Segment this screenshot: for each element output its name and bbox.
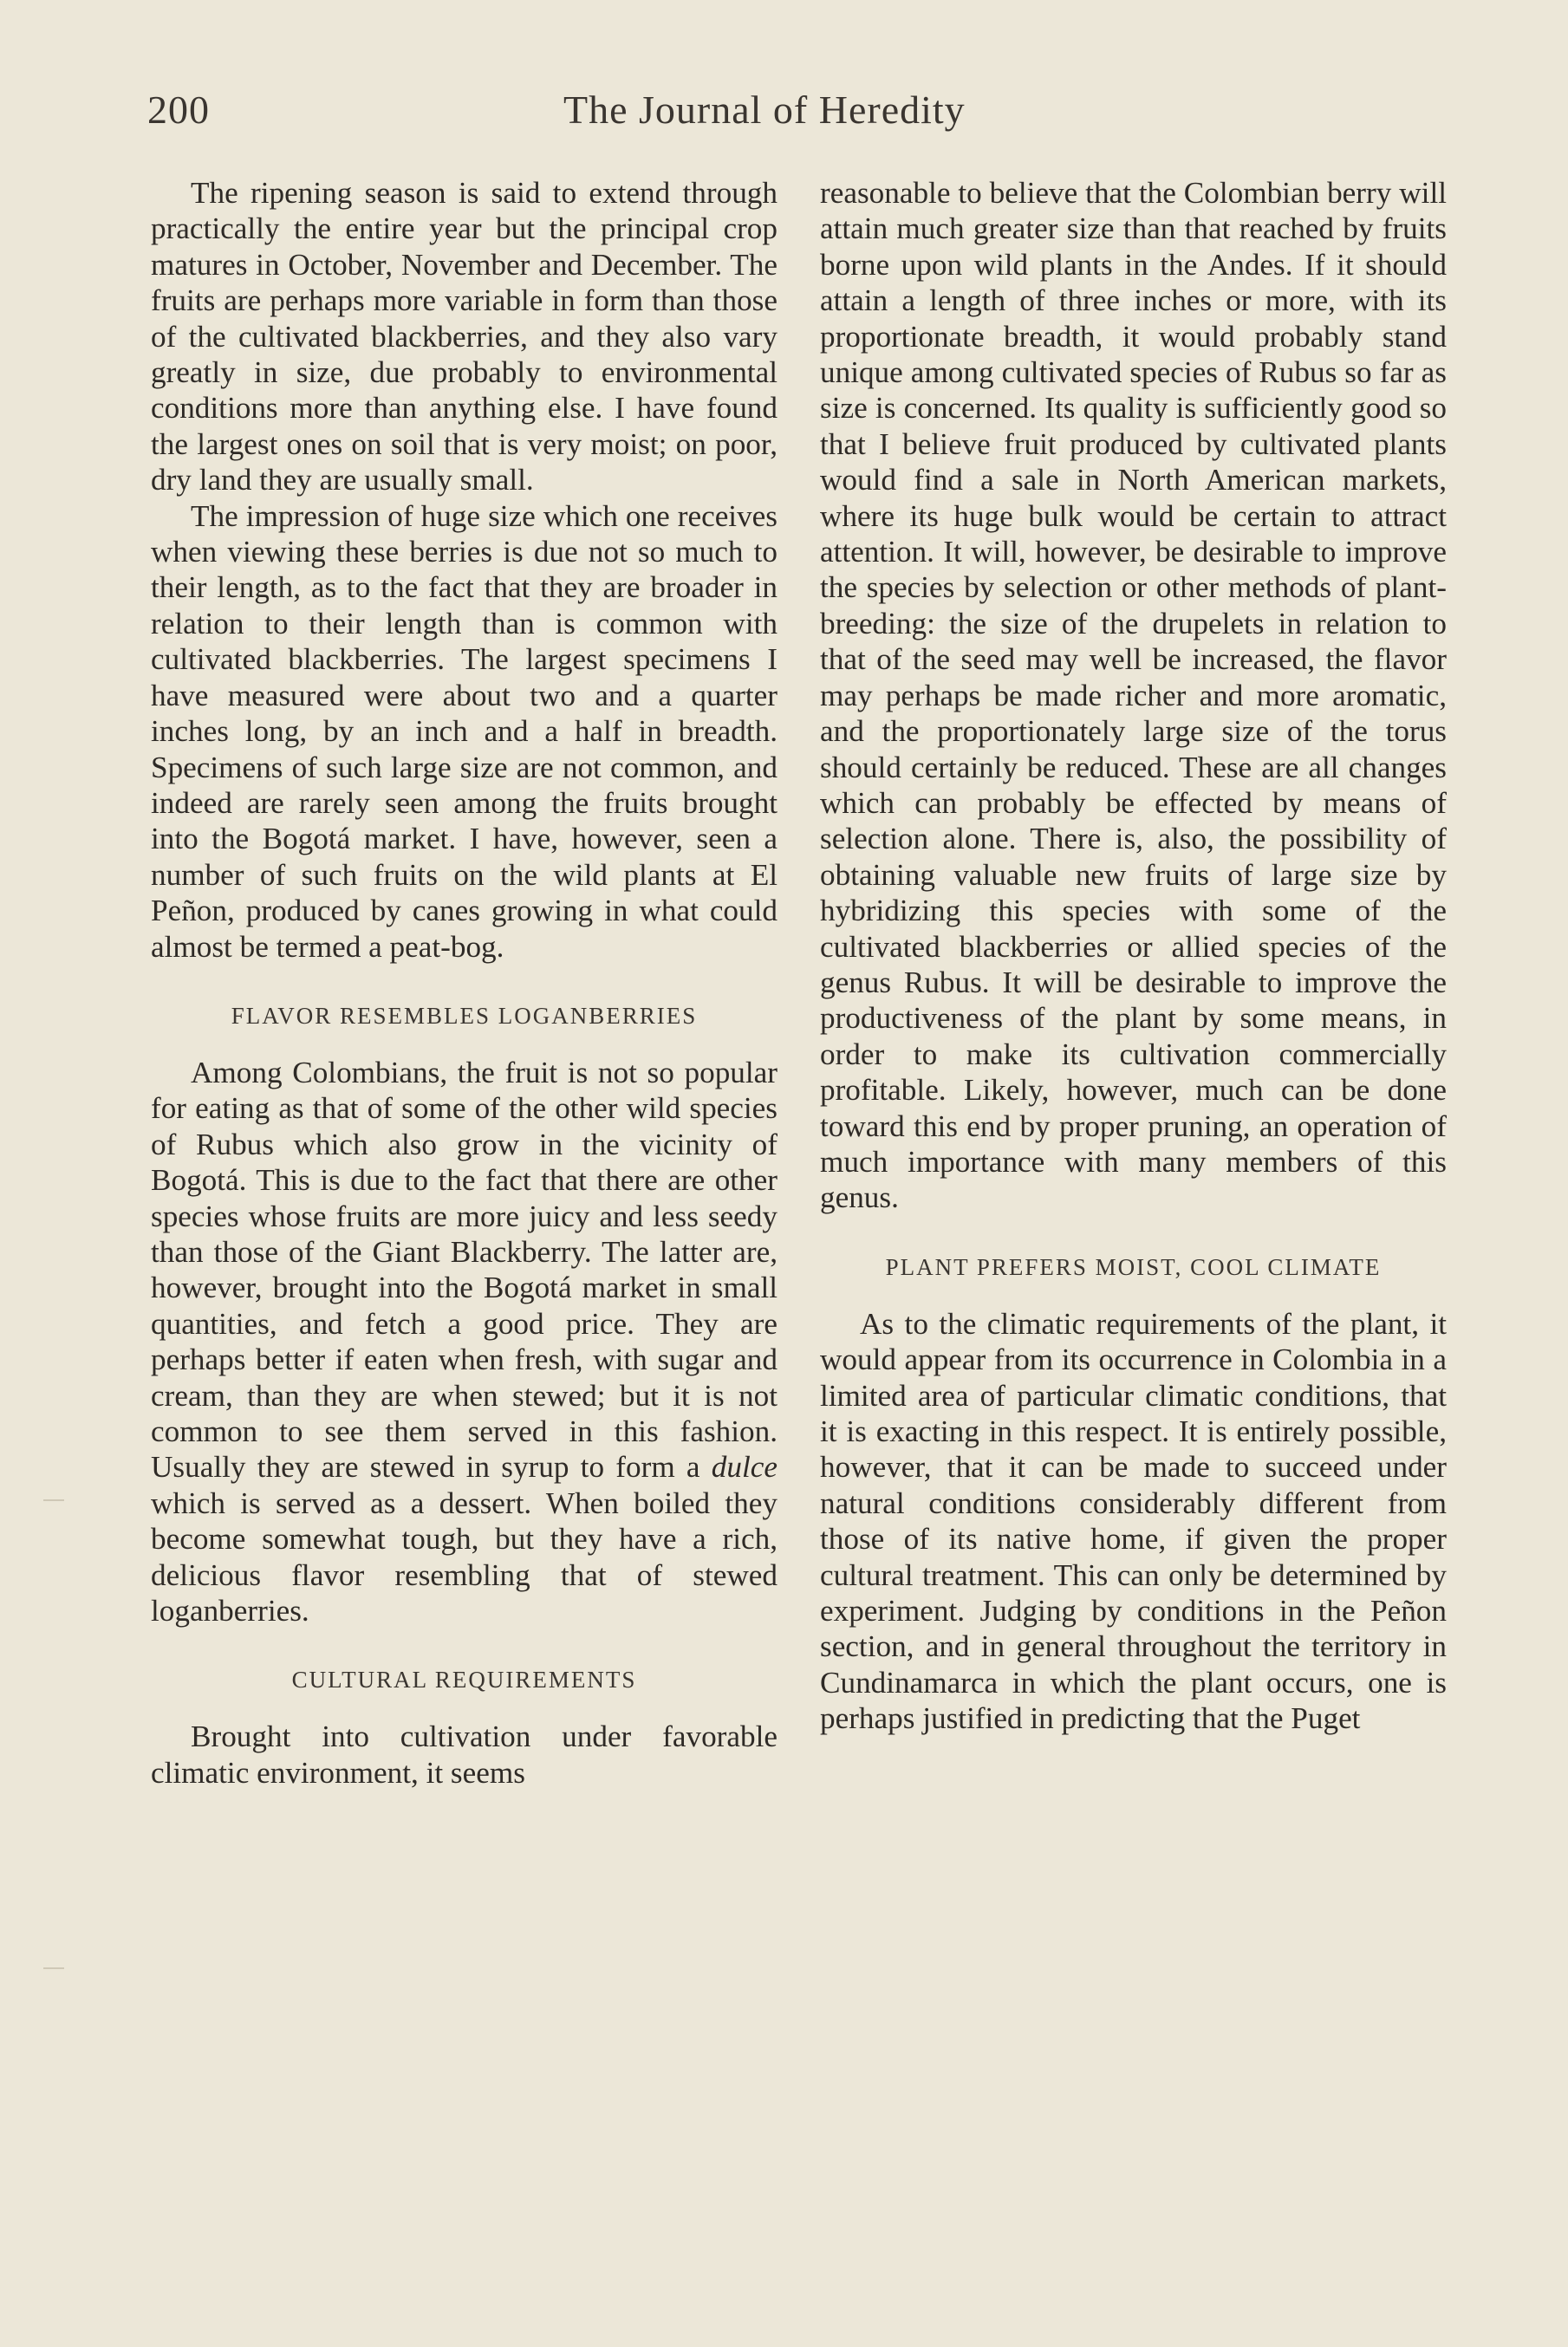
paragraph-text: which is served as a dessert. When boiled they become somewhat tough, but they have a rich, delicious flavor resembling that of stewed loganberries. — [151, 1486, 777, 1629]
left-column — [151, 175, 777, 1791]
section-heading: FLAVOR RESEMBLES LOGANBERRIES — [231, 1002, 698, 1029]
margin-mark — [43, 1967, 64, 1969]
journal-title: The Journal of Heredity — [563, 88, 966, 132]
paragraph: The impression of huge size which one receives when viewing these berries is due not so much to their length, as to the fact that they are broader in relation to their length than is common with cultivated blackberries. The largest specimens I have measured were about two and a quarter inches long, by an inch and a half in breadth. Specimens of such large size are not common, and indeed are rarely seen among the fruits brought into the Bogotá market. I have, however, seen a number of such fruits on the wild plants at El Peñon, produced by canes growing in what could almost be termed a peat-bog. — [151, 498, 777, 964]
paragraph: reasonable to believe that the Colombian berry will attain much greater size than that reached by fruits borne upon wild plants in the Andes. If it should attain a length of three inches or more, with its proportionate breadth, it would probably stand unique among cultivated species of Rubus so far as size is concerned. Its quality is sufficiently good so that I believe fruit produced by cultivated plants would find a sale in North American markets, where its huge bulk would be certain to attract attention. It will, however, be desirable to improve the species by selection or other methods of plant-breeding: the size of the drupelets in relation to that of the seed may well be increased, the flavor may perhaps be made richer and more aromatic, and the proportionately large size of the torus should certainly be reduced. These are all changes which can probably be effected by means of selection alone. There is, also, the possibility of obtaining valuable new fruits of large size by hybridizing this species with some of the cultivated blackberries or allied species of the genus Rubus. It will be desirable to improve the productiveness of the plant by some means, in order to make its cultivation commercially profitable. Likely, however, much can be done toward this end by proper pruning, an operation of much importance with many members of this genus. — [820, 176, 1447, 1215]
running-head — [147, 87, 1448, 147]
section-heading: PLANT PREFERS MOIST, COOL CLIMATE — [885, 1253, 1382, 1280]
page-number: 200 — [147, 88, 210, 132]
paragraph: Brought into cultivation under favorable climatic environment, it seems — [151, 1720, 777, 1790]
paragraph: As to the climatic requirements of the plant, it would appear from its occurrence in Colombia in a limited area of particular climatic conditions, that it is exacting in this respect. It is entirely possible, however, that it can be made to succeed under natural conditions considerably different from those of its native home, if given the proper cultural treatment. This can only be determined by experiment. Judging by conditions in the Peñon section, and in general throughout the territory in Cundinamarca in which the plant occurs, one is perhaps justified in predicting that the Puget — [820, 1306, 1447, 1736]
paragraph-text: Among Colombians, the fruit is not so popular for eating as that of some of the other wild species of Rubus which also grow in the vicinity of Bogotá. This is due to the fact that there are other species whose fruits are more juicy and less seedy than those of the Giant Blackberry. The latter are, however, brought into the Bogotá market in small quantities, and fetch a good price. They are perhaps better if eaten when fresh, with sugar and cream, than they are when stewed; but it is not common to see them served in this fashion. Usually they are stewed in syrup to form a — [151, 1055, 777, 1485]
section-heading: CULTURAL REQUIREMENTS — [291, 1667, 637, 1694]
paragraph — [151, 1055, 777, 1629]
margin-mark — [43, 1499, 64, 1501]
italic-term: dulce — [711, 1450, 777, 1485]
right-column — [820, 175, 1447, 1737]
paragraph: The ripening season is said to extend through practically the entire year but the principal crop matures in October, November and December. The fruits are perhaps more variable in form than those of the cultivated blackberries, and they also vary greatly in size, due probably to environmental conditions more than anything else. I have found the largest ones on soil that is very moist; on poor, dry land they are usually small. — [151, 176, 777, 497]
